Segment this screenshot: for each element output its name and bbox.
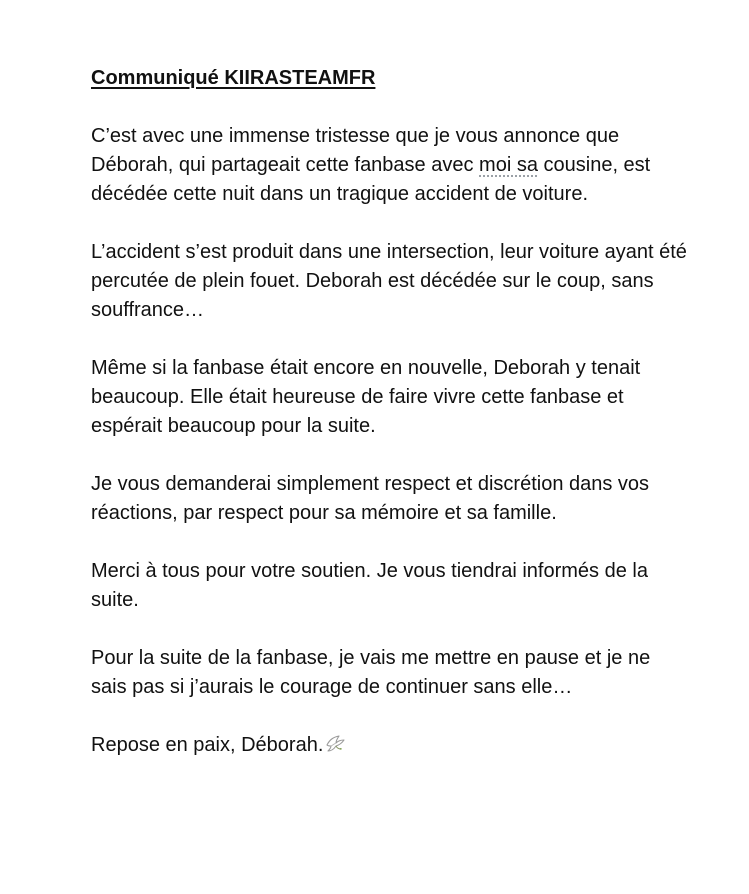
paragraph-announcement-text-start: C’est avec une immense tristesse que je vous annonce que Déborah, qui partageait cette fanbase avec <box>91 125 620 176</box>
paragraph-announcement-text-end: cousine, est décédée cette nuit dans un tragique accident de voiture. <box>91 154 651 205</box>
paragraph-respect: Je vous demanderai simplement respect et discrétion dans vos réactions, par respect pour sa mémoire et sa famille. <box>91 473 650 524</box>
paragraph-fanbase: Même si la fanbase était encore en nouvelle, Deborah y tenait beaucoup. Elle était heureuse de faire vivre cette fanbase et espérait beaucoup pour la suite. <box>91 357 641 437</box>
paragraph-accident: L’accident s’est produit dans une intersection, leur voiture ayant été percutée de plein fouet. Deborah est décédée sur le coup, sans souffrance… <box>91 241 687 321</box>
rest-in-peace-text: Repose en paix, Déborah. <box>91 734 324 756</box>
paragraph-thanks: Merci à tous pour votre soutien. Je vous tiendrai informés de la suite. <box>91 560 648 611</box>
dove-icon <box>324 733 346 755</box>
spellcheck-underlined-text: moi sa <box>479 154 538 176</box>
paragraph-pause: Pour la suite de la fanbase, je vais me mettre en pause et je ne sais pas si j’aurais le courage de continuer sans elle… <box>91 647 651 698</box>
paragraph-announcement <box>91 122 691 209</box>
statement-title: Communiqué KIIRASTEAMFR <box>91 67 376 89</box>
statement-document <box>91 64 691 760</box>
paragraph-rest-in-peace <box>91 731 691 760</box>
